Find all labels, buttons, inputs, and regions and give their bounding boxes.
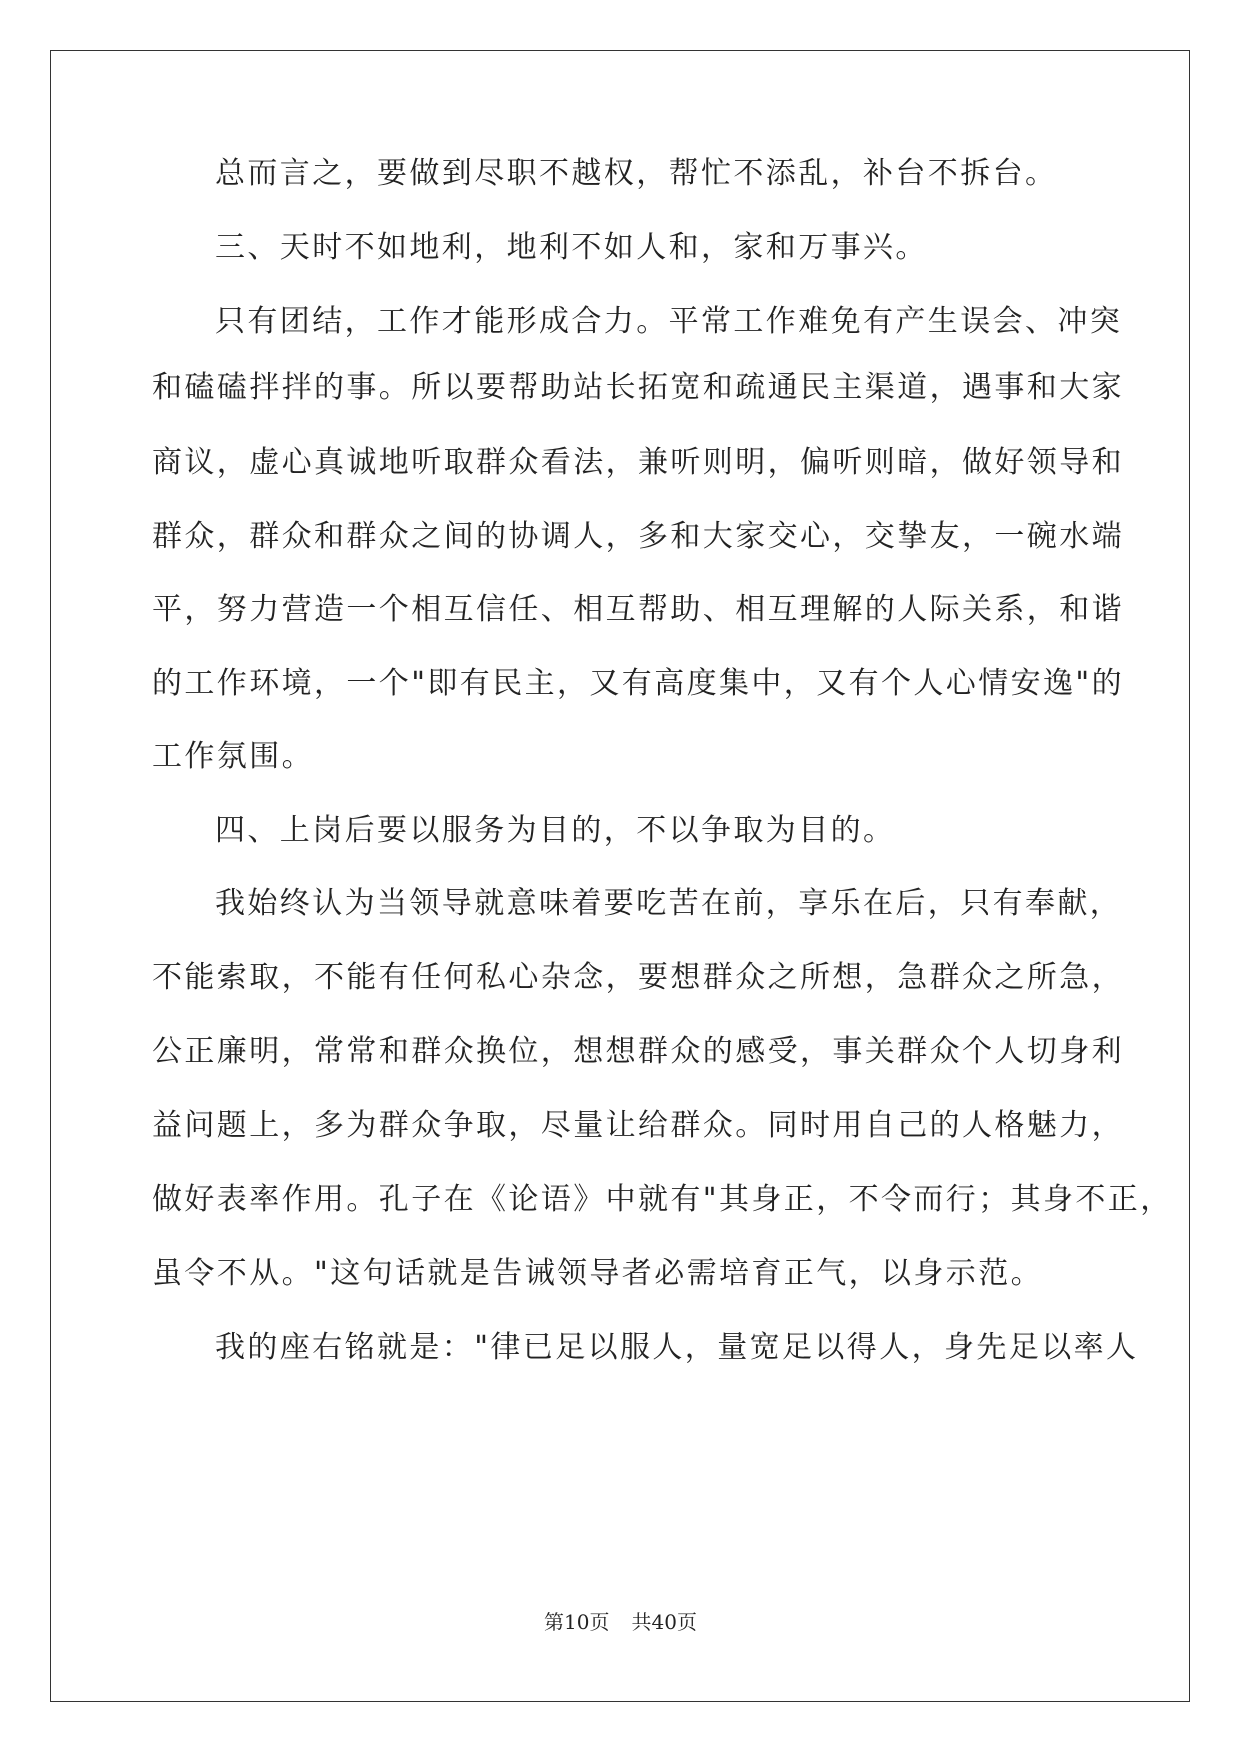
- paragraph-line: 商议，虚心真诚地听取群众看法，兼听则明，偏听则暗，做好领导和: [152, 445, 1124, 480]
- page-footer: [0, 1606, 1241, 1635]
- paragraph-line: 益问题上，多为群众争取，尽量让给群众。同时用自己的人格魅力，: [152, 1108, 1124, 1143]
- paragraph-line: 工作氛围。: [152, 739, 314, 774]
- section-heading: 四、上岗后要以服务为目的，不以争取为目的。: [215, 813, 896, 848]
- paragraph-line: 平，努力营造一个相互信任、相互帮助、相互理解的人际关系，和谐: [152, 592, 1124, 627]
- page-total: 共40页: [631, 1610, 697, 1634]
- paragraph-line: 的工作环境，一个"即有民主，又有高度集中，又有个人心情安逸"的: [152, 666, 1124, 701]
- page-number: 第10页: [544, 1610, 610, 1634]
- paragraph-line: 做好表率作用。孔子在《论语》中就有"其身正，不令而行；其身不正，: [152, 1182, 1173, 1217]
- page-border: [50, 50, 1190, 1702]
- paragraph-line: 和磕磕拌拌的事。所以要帮助站长拓宽和疏通民主渠道，遇事和大家: [152, 370, 1124, 405]
- paragraph-line: 群众，群众和群众之间的协调人，多和大家交心，交挚友，一碗水端: [152, 519, 1124, 554]
- paragraph-line: 虽令不从。"这句话就是告诫领导者必需培育正气，以身示范。: [152, 1256, 1043, 1291]
- paragraph-line: 我始终认为当领导就意味着要吃苦在前，享乐在后，只有奉献，: [215, 886, 1123, 921]
- paragraph-line: 总而言之，要做到尽职不越权，帮忙不添乱，补台不拆台。: [215, 156, 1058, 191]
- paragraph-line: 不能索取，不能有任何私心杂念，要想群众之所想，急群众之所急，: [152, 960, 1124, 995]
- paragraph-line: 只有团结，工作才能形成合力。平常工作难免有产生误会、冲突: [215, 304, 1123, 339]
- paragraph-line: 我的座右铭就是："律已足以服人，量宽足以得人，身先足以率人: [215, 1330, 1139, 1365]
- section-heading: 三、天时不如地利，地利不如人和，家和万事兴。: [215, 230, 928, 265]
- paragraph-line: 公正廉明，常常和群众换位，想想群众的感受，事关群众个人切身利: [152, 1034, 1124, 1069]
